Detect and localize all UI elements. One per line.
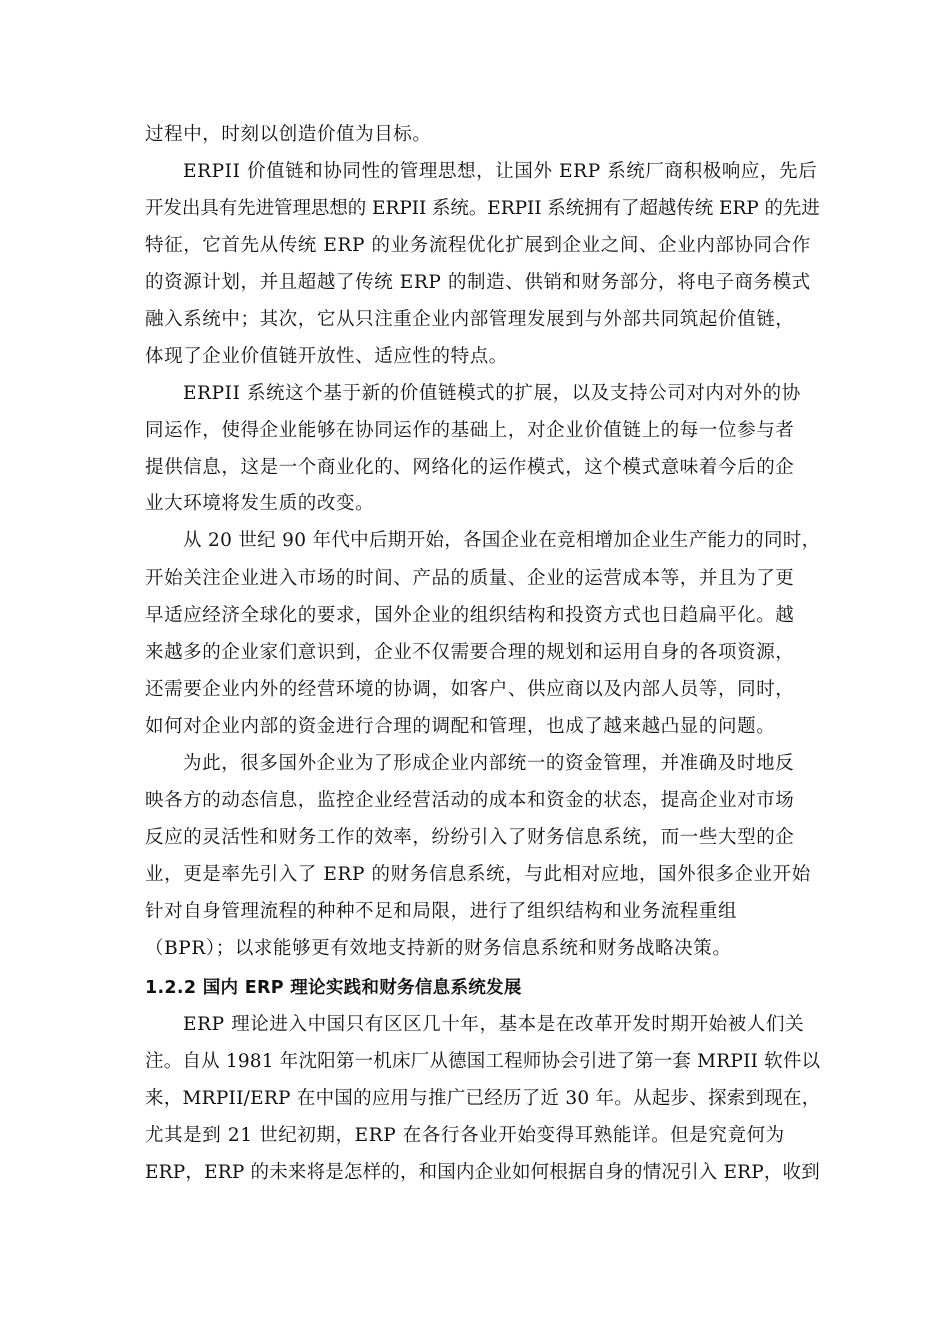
text-line: 映各方的动态信息，监控企业经营活动的成本和资金的状态，提高企业对市场 <box>145 790 795 811</box>
text-line: 提供信息，这是一个商业化的、网络化的运作模式，这个模式意味着今后的企 <box>145 457 795 478</box>
text-line: 融入系统中；其次，它从只注重企业内部管理发展到与外部共同筑起价值链， <box>145 309 795 330</box>
text-line: 开始关注企业进入市场的时间、产品的质量、企业的运营成本等，并且为了更 <box>145 568 795 589</box>
text-line: 同运作，使得企业能够在协同运作的基础上，对企业价值链上的每一位参与者 <box>145 420 795 441</box>
text-line: ERP，ERP 的未来将是怎样的，和国内企业如何根据自身的情况引入 ERP，收到 <box>145 1162 820 1183</box>
text-line: 特征，它首先从传统 ERP 的业务流程优化扩展到企业之间、企业内部协同合作 <box>145 235 811 256</box>
text-line: 体现了企业价值链开放性、适应性的特点。 <box>145 346 508 367</box>
text-line: 来越多的企业家们意识到，企业不仅需要合理的规划和运用自身的各项资源， <box>145 642 795 663</box>
text-line: 反应的灵活性和财务工作的效率，纷纷引入了财务信息系统，而一些大型的企 <box>145 827 795 848</box>
text-line: ERPII 价值链和协同性的管理思想，让国外 ERP 系统厂商积极响应，先后 <box>183 161 818 182</box>
text-line: 过程中，时刻以创造价值为目标。 <box>145 124 432 145</box>
text-line: 从 20 世纪 90 年代中后期开始，各国企业在竞相增加企业生产能力的同时， <box>183 530 821 551</box>
text-line: 早适应经济全球化的要求，国外企业的组织结构和投资方式也日趋扁平化。越 <box>145 605 795 626</box>
text-line: 为此，很多国外企业为了形成企业内部统一的资金管理，并准确及时地反 <box>183 753 795 774</box>
text-line: 开发出具有先进管理思想的 ERPII 系统。ERPII 系统拥有了超越传统 ERP 的先进 <box>145 198 820 219</box>
text-line: 针对自身管理流程的种种不足和局限，进行了组织结构和业务流程重组 <box>145 901 738 922</box>
text-line: 注。自从 1981 年沈阳第一机床厂从德国工程师协会引进了第一套 MRPII 软件以 <box>145 1051 821 1072</box>
text-line: 如何对企业内部的资金进行合理的调配和管理，也成了越来越凸显的问题。 <box>145 716 776 737</box>
section-heading: 1.2.2 国内 ERP 理论实践和财务信息系统发展 <box>145 978 522 998</box>
text-line: 业大环境将发生质的改变。 <box>145 493 375 514</box>
text-line: 尤其是到 21 世纪初期，ERP 在各行各业开始变得耳熟能详。但是究竟何为 <box>145 1125 785 1146</box>
text-line: ERP 理论进入中国只有区区几十年，基本是在改革开发时期开始被人们关 <box>183 1014 805 1035</box>
text-line: 来，MRPII/ERP 在中国的应用与推广已经历了近 30 年。从起步、探索到现在， <box>145 1088 821 1109</box>
text-line: ERPII 系统这个基于新的价值链模式的扩展，以及支持公司对内对外的协 <box>183 383 801 404</box>
text-line: （BPR）；以求能够更有效地支持新的财务信息系统和财务战略决策。 <box>145 938 732 959</box>
text-line: 业，更是率先引入了 ERP 的财务信息系统，与此相对应地，国外很多企业开始 <box>145 864 811 885</box>
text-line: 还需要企业内外的经营环境的协调，如客户、供应商以及内部人员等，同时， <box>145 679 795 700</box>
text-line: 的资源计划，并且超越了传统 ERP 的制造、供销和财务部分，将电子商务模式 <box>145 272 811 293</box>
